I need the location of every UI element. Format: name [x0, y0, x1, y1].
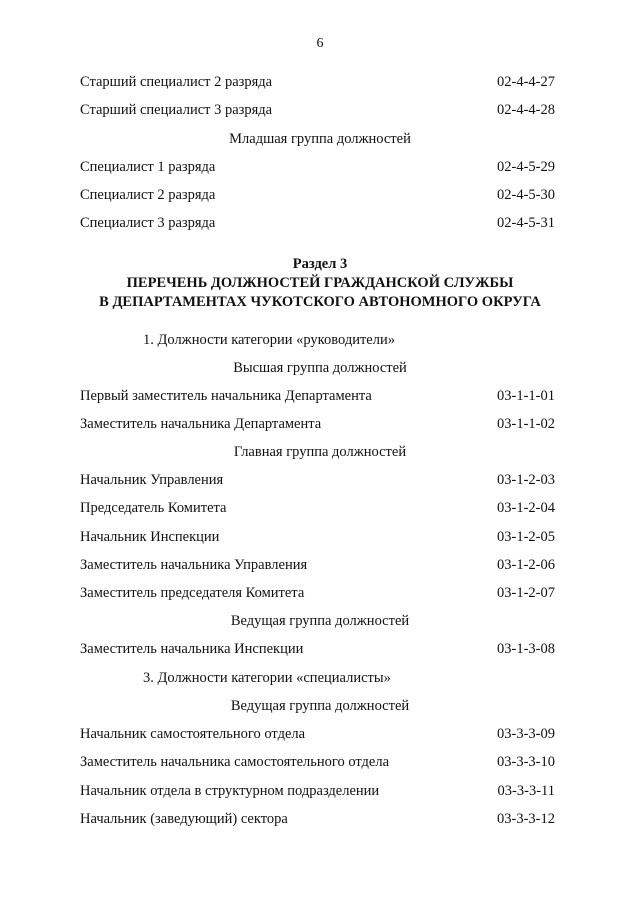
- list-item: [80, 470, 555, 490]
- section-title-line2: В ДЕПАРТАМЕНТАХ ЧУКОТСКОГО АВТОНОМНОГО ОКРУГА: [99, 294, 541, 310]
- position-code: 02-4-5-31: [497, 215, 555, 231]
- list-item: [80, 213, 555, 233]
- position-code: 03-1-1-02: [497, 416, 555, 432]
- list-item: [80, 555, 555, 575]
- position-code: 02-4-5-29: [497, 159, 555, 175]
- list-item: [80, 100, 555, 120]
- position-name: Заместитель начальника самостоятельного отдела: [80, 754, 390, 770]
- position-code: 03-1-2-05: [497, 529, 555, 545]
- group-title-junior: Младшая группа должностей: [229, 131, 411, 147]
- position-code: 02-4-5-30: [497, 187, 555, 203]
- position-code: 03-1-1-01: [497, 388, 555, 404]
- position-name: Специалист 1 разряда: [80, 159, 216, 175]
- position-code: 03-3-3-09: [497, 726, 555, 742]
- category-title: 3. Должности категории «специалисты»: [143, 670, 391, 686]
- position-code: 03-3-3-11: [497, 783, 555, 799]
- list-item: [80, 527, 555, 547]
- list-item: [80, 724, 555, 744]
- list-item: [80, 72, 555, 92]
- position-name: Начальник (заведующий) сектора: [80, 811, 288, 827]
- list-item: [80, 809, 555, 829]
- list-item: [80, 781, 555, 801]
- list-item: [80, 185, 555, 205]
- position-name: Заместитель начальника Департамента: [80, 416, 322, 432]
- position-name: Начальник Управления: [80, 472, 224, 488]
- section-label: Раздел 3: [292, 256, 348, 272]
- list-item: [80, 157, 555, 177]
- position-name: Старший специалист 2 разряда: [80, 74, 273, 90]
- list-item: [80, 386, 555, 406]
- position-name: Начальник Инспекции: [80, 529, 220, 545]
- position-name: Председатель Комитета: [80, 500, 227, 516]
- position-code: 03-1-2-06: [497, 557, 555, 573]
- group-title-leading: Ведущая группа должностей: [230, 698, 410, 714]
- position-name: Первый заместитель начальника Департамента: [80, 388, 372, 404]
- position-name: Начальник отдела в структурном подразделении: [80, 783, 380, 799]
- section-title-line1: ПЕРЕЧЕНЬ ДОЛЖНОСТЕЙ ГРАЖДАНСКОЙ СЛУЖБЫ: [126, 275, 514, 291]
- position-code: 02-4-4-28: [497, 102, 555, 118]
- list-item: [80, 498, 555, 518]
- position-name: Заместитель председателя Комитета: [80, 585, 305, 601]
- list-item: [80, 752, 555, 772]
- position-name: Специалист 3 разряда: [80, 215, 216, 231]
- list-item: [80, 414, 555, 434]
- position-code: 03-1-2-04: [497, 500, 555, 516]
- position-code: 03-1-3-08: [497, 641, 555, 657]
- list-item: [80, 583, 555, 603]
- position-code: 03-3-3-12: [497, 811, 555, 827]
- position-code: 03-3-3-10: [497, 754, 555, 770]
- category-title: 1. Должности категории «руководители»: [143, 332, 395, 348]
- position-name: Начальник самостоятельного отдела: [80, 726, 306, 742]
- position-name: Заместитель начальника Инспекции: [80, 641, 304, 657]
- group-title-main: Главная группа должностей: [233, 444, 407, 460]
- position-code: 02-4-4-27: [497, 74, 555, 90]
- position-name: Старший специалист 3 разряда: [80, 102, 273, 118]
- position-name: Заместитель начальника Управления: [80, 557, 308, 573]
- position-code: 03-1-2-07: [497, 585, 555, 601]
- group-title-highest: Высшая группа должностей: [233, 360, 407, 376]
- page-number: 6: [316, 36, 324, 51]
- list-item: [80, 639, 555, 659]
- position-name: Специалист 2 разряда: [80, 187, 216, 203]
- group-title-leading: Ведущая группа должностей: [230, 613, 410, 629]
- position-code: 03-1-2-03: [497, 472, 555, 488]
